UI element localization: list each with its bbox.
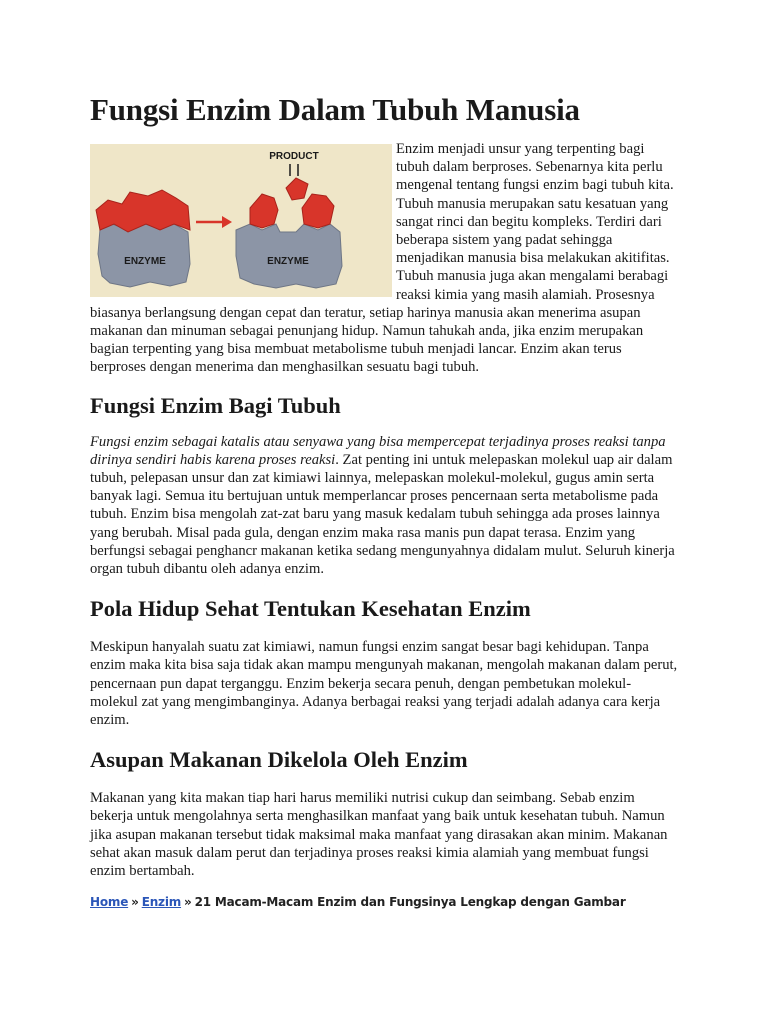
section-heading-pola-hidup: Pola Hidup Sehat Tentukan Kesehatan Enzim xyxy=(90,596,531,622)
enzyme-left-shape xyxy=(98,223,190,287)
breadcrumb xyxy=(90,894,678,910)
breadcrumb-separator: » xyxy=(131,895,139,910)
section-paragraph-fungsi-enzim xyxy=(90,433,678,579)
enzyme-left-label: ENZYME xyxy=(124,256,166,267)
product-label: PRODUCT xyxy=(269,151,319,162)
section-paragraph-pola-hidup: Meskipun hanyalah suatu zat kimiawi, namun fungsi enzim sangat besar bagi kehidupan. Tanpa enzim maka kita bisa saja tidak akan mampu mengunyah makanan, mengolah makanan dalam perut, pencernaan pun dapat terganggu. Enzim bekerja secara penuh, dengan pembetukan molekul-molekul zat yang mengimbanginya. Adanya berbagai reaksi yang terjadi adalah adanya cara kerja enzim. xyxy=(90,639,678,729)
section-body-fungsi-enzim: . Zat penting ini untuk melepaskan molekul uap air dalam tubuh, pelepasan unsur dan zat kimiawi lainnya, melepaskan molekul-molekul, gugus amin serta banyak lagi. Semua itu bertujuan untuk memperlancar proses pencernaan serta metabolisme pada tubuh. Enzim bisa mengolah zat-zat baru yang masuk kedalam tubuh sehingga ada proses lainnya yang berubah. Misal pada gula, dengan enzim maka rasa manis pun dapat terasa. Enzim yang berfungsi sebagai penghancr makanan ketika sedang mengunyahnya didalam mulut. Seluruh kinerja organ tubuh dibantu oleh adanya enzim. xyxy=(90,451,675,578)
breadcrumb-separator: » xyxy=(184,895,192,910)
section-paragraph-asupan-makanan: Makanan yang kita makan tiap hari harus memiliki nutrisi cukup dan seimbang. Sebab enzim bekerja untuk mengolahnya serta menghasilkan manfaat yang baik untuk kesehatan tubuh. Namun jika asupan makanan tersebut tidak maksimal maka manfaat yang dirasakan akan minim. Makanan sehat akan masuk dalam perut dan terjadinya proses reaksi kimia alamiah yang membuat fungsi enzim bertambah. xyxy=(90,790,668,880)
page-title: Fungsi Enzim Dalam Tubuh Manusia xyxy=(90,92,580,127)
section-heading-asupan-makanan: Asupan Makanan Dikelola Oleh Enzim xyxy=(90,747,468,773)
enzyme-diagram-image xyxy=(90,144,392,297)
section-heading-fungsi-enzim: Fungsi Enzim Bagi Tubuh xyxy=(90,392,341,418)
italic-definition: Fungsi enzim sebagai katalis atau senyawa yang bisa mempercepat terjadinya proses reaksi tanpa dirinya sendiri habis karena proses reaksi xyxy=(90,433,666,468)
breadcrumb-current: 21 Macam-Macam Enzim dan Fungsinya Lengkap dengan Gambar xyxy=(194,895,626,910)
enzyme-diagram-svg xyxy=(90,144,392,297)
intro-block xyxy=(90,140,678,377)
article xyxy=(90,90,678,910)
intro-paragraph: Enzim menjadi unsur yang terpenting bagi tubuh dalam berproses. Sebenarnya kita perlu mengenal tentang fungsi enzim bagi tubuh kita. Tubuh manusia merupakan satu kesatuan yang sangat rinci dan begitu kompleks. Terdiri dari beberapa sistem yang padat sehingga menjadikan manusia bisa melakukan akitifitas. Tubuh manusia juga akan mengalami berabagi reaksi kimia yang masih alamiah. Prosesnya biasanya berlangsung dengan cepat dan teratur, setiap harinya manusia akan menerima asupan makanan dan minuman sebagai penunjang hidup. Namun tahukah anda, jika enzim merupakan bagian terpenting yang bisa membuat metabolisme tubuh menjadi lancar. Enzim akan terus berproses dengan menerima dan menghasilkan sesuatu bagi tubuh. xyxy=(90,141,674,376)
breadcrumb-category-link[interactable]: Enzim xyxy=(141,895,182,910)
breadcrumb-home-link[interactable]: Home xyxy=(90,895,129,910)
enzyme-right-label: ENZYME xyxy=(267,256,309,267)
